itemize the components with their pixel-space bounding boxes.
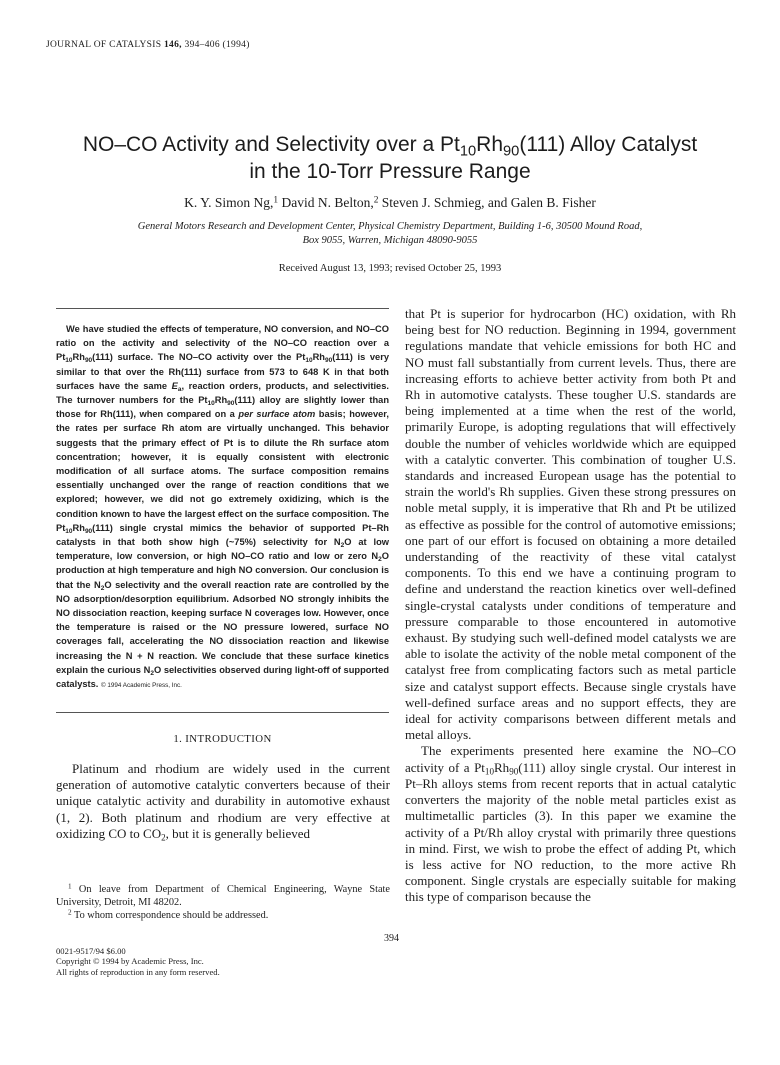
paragraph-2: The experiments presented here examine the NO–CO activity of a $Pt_{10}Rh_{90}(111)$ alloy single crystal. Our interest in Pt–Rh alloys stems from recent reports that in actual catalytic converters the majority of the noble metal particles exist as multimetallic particles (3). In this paper we examine the activity of a Pt/Rh alloy crystal with primarily three questions in mind. First, we wish to probe the effect of adding Pt, which is less active for NO reduction, to the more active Rh component. Single crystals are especially suitable for making this type of comparison because the — [405, 743, 736, 905]
affiliation: General Motors Research and Development Center, Physical Chemistry Department, Building 1-6, 30500 Mound Road, Box 9055, Warren, Michigan 48090-9055 — [137, 221, 643, 246]
paragraph-1: that Pt is superior for hydrocarbon (HC) oxidation, with Rh being best for NO reduction. Beginning in 1994, government regulations mandate that vehicle emissions for both HC and NO must fall substantially from current levels. Thus, there are increasing efforts to achieve better activity from both Pt and Rh in automotive catalysts. These tougher U.S. standards are being implemented at a time when the rest of the world, primarily Europe, is adopting regulations that will effectively double the number of vehicles worldwide which are equipped with a catalytic converter. This combination of tougher U.S. standards and increased European usage has the potential to strain the world's Rh supplies. Given these strong pressures on noble metal supply, it is imperative that Rh and Pt be utilized as effective as possible for the control of automotive emissions; one part of our effort is focused on obtaining a more detailed understanding of the reactivity of these vital catalyst components. To this end we have a continuing program to define and understand the reaction kinetics over well-defined single-crystal catalysts under conditions of temperature and pressure comparable to those encountered in automotive exhaust. By studying such well-defined model catalysts we are able to isolate the activity of the noble metal component of the catalyst free from complicating factors such as metal particle size and catalyst support effects. Because single crystals have well-defined surface areas and no support effects, they are ideal for activity comparisons between different metals and metal alloys. — [405, 306, 736, 743]
title-line-2: in the 10-Torr Pressure Range — [249, 160, 531, 183]
footnote-2: $^2$ To whom correspondence should be addressed. — [68, 908, 269, 922]
section-heading: 1. INTRODUCTION — [173, 733, 272, 745]
abstract-copyright: © 1994 Academic Press, Inc. — [100, 682, 182, 690]
abstract: We have studied the effects of temperature, NO conversion, and NO–CO ratio on the activity and selectivity of the NO–CO reaction over a $Pt_{10}Rh_{90}(111)$ surface. The NO–CO activity over the $Pt_{10}Rh_{90}(111)$ is very similar to that over the Rh(111) surface from 573 to 648 K in that both surfaces have the same $E_a$, reaction orders, products, and selectivities. The turnover numbers for the $Pt_{10}Rh_{90}(111)$ alloy are slightly lower than those for Rh(111), when compared on a per surface atom basis; however, the rates per surface Rh atom are virtually unchanged. This behavior suggests that the primary effect of Pt is to dilute the Rh surface atom concentration; however, it is equally consistent with electronic modification of all surface atoms. The surface composition remains essentially unchanged over the range of reaction conditions that we explored; however, we did not go extremely oxidizing, which is the condition known to have the largest effect on the surface composition. The $Pt_{10}Rh_{90}(111)$ single crystal mimics the behavior of supported Pt–Rh catalysts in that both show high (~75%) selectivity for $N_2O$ at low temperature, low conversion, or high NO–CO ratio and low or zero $N_2O$ production at high temperature and high NO conversion. Our conclusion is that the $N_2O$ selectivity and the overall reaction rate are controlled by the NO adsorption/desorption equilibrium. Adsorbed NO strongly inhibits the NO dissociation reaction, keeping surface N coverages low. However, once the temperature is raised or the NO pressure lowered, surface NO coverages fall, accelerating the NO dissociation reaction and likewise increasing the N + N reaction. We conclude that these surface kinetics explain the curious $N_2O$ selectivities observed during light-off of supported catalysts. © 1994 Academic Press, Inc. — [56, 324, 389, 690]
title-line-1: NO–CO Activity and Selectivity over a $Pt_{10}Rh_{90}(111)$ Alloy Catalyst — [82, 133, 698, 160]
abstract-top-rule — [56, 308, 389, 309]
copyright-notice: 0021-9517/94 $6.00 Copyright © 1994 by Academic Press, Inc. All rights of reproduction in any form reserved. — [56, 946, 220, 977]
footnote-1: $^1$ On leave from Department of Chemical Engineering, Wayne State University, Detroit, MI 48202. — [56, 882, 390, 909]
journal-name: JOURNAL OF CATALYSIS — [46, 40, 162, 50]
page-number: 394 — [384, 933, 399, 944]
intro-paragraph: Platinum and rhodium are widely used in the current generation of automotive catalytic converters because of their unique catalytic activity and durability in automotive exhaust (1, 2). Both platinum and rhodium are very effective at oxidizing CO to $CO_2$, but it is generally believed — [56, 761, 390, 843]
footnotes — [56, 883, 390, 923]
right-column-text — [405, 306, 736, 906]
journal-pages-year: 394–406 (1994) — [184, 40, 250, 50]
running-header — [46, 40, 250, 50]
author-list: K. Y. Simon Ng,$^1$ David N. Belton,$^2$ Steven J. Schmieg, and Galen B. Fisher — [184, 195, 596, 210]
article-title — [40, 131, 740, 185]
received-dates: Received August 13, 1993; revised October 25, 1993 — [278, 263, 502, 274]
abstract-bottom-rule — [56, 712, 389, 713]
journal-volume: 146, — [164, 40, 182, 50]
